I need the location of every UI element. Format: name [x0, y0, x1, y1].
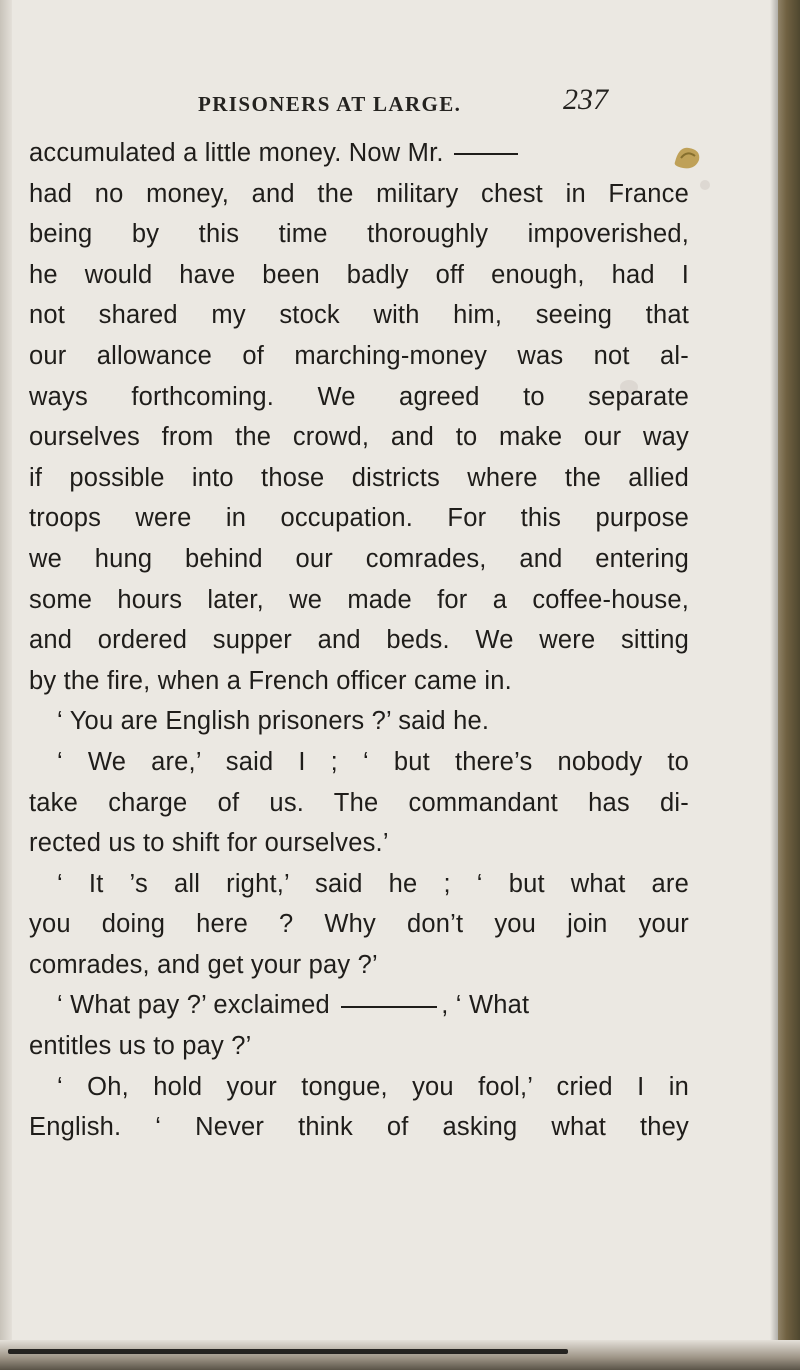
page-number: 237 — [563, 83, 608, 116]
paper-smudge — [700, 180, 710, 190]
text-line: accumulated a little money. Now Mr. — [29, 133, 689, 174]
bottom-dark-rule — [8, 1349, 568, 1354]
page-bottom-edge — [0, 1340, 800, 1370]
text-line: being by this time thoroughly impoverished, — [29, 220, 689, 249]
text-line: rected us to shift for ourselves.’ — [29, 829, 389, 858]
text-line: take charge of us. The commandant has di- — [29, 788, 689, 817]
text-line: you doing here ? Why don’t you join your — [29, 910, 689, 939]
text-line: had no money, and the military chest in France — [29, 179, 689, 208]
text-line: comrades, and get your pay ?’ — [29, 950, 378, 979]
text-line: ‘ It ’s all right,’ said he ; ‘ but what are — [57, 869, 689, 898]
text-line: ‘ What pay ?’ exclaimed , ‘ What — [57, 991, 530, 1020]
running-head — [0, 83, 800, 123]
right-edge-shadow — [770, 0, 778, 1370]
text-line: not shared my stock with him, seeing that — [29, 301, 689, 330]
text-line: entitles us to pay ?’ — [29, 1032, 252, 1061]
text-line: troops were in occupation. For this purpose — [29, 504, 689, 533]
name-dash — [454, 153, 518, 155]
text-line: some hours later, we made for a coffee-house, — [29, 585, 689, 614]
text-line: ‘ We are,’ said I ; ‘ but there’s nobody to — [57, 747, 689, 776]
text-line: English. ‘ Never think of asking what they — [29, 1113, 689, 1142]
text-line: and ordered supper and beds. We were sitting — [29, 626, 689, 655]
text-line: ways forthcoming. We agreed to separate — [29, 382, 689, 411]
text-line: we hung behind our comrades, and entering — [29, 544, 689, 573]
running-title: PRISONERS AT LARGE. — [198, 92, 462, 116]
book-binding-edge — [778, 0, 800, 1370]
name-dash — [341, 1006, 437, 1008]
text-line: ‘ You are English prisoners ?’ said he. — [57, 707, 490, 736]
text-line: ‘ Oh, hold your tongue, you fool,’ cried I in — [57, 1072, 689, 1101]
text-line: if possible into those districts where the allied — [29, 463, 689, 492]
text-line: by the fire, when a French officer came in. — [29, 666, 512, 695]
body-text — [29, 133, 689, 1148]
text-line: our allowance of marching-money was not al- — [29, 341, 689, 370]
text-line: ourselves from the crowd, and to make our way — [29, 423, 689, 452]
text-line: he would have been badly off enough, had I — [29, 260, 689, 289]
left-gutter-shadow — [0, 0, 12, 1370]
